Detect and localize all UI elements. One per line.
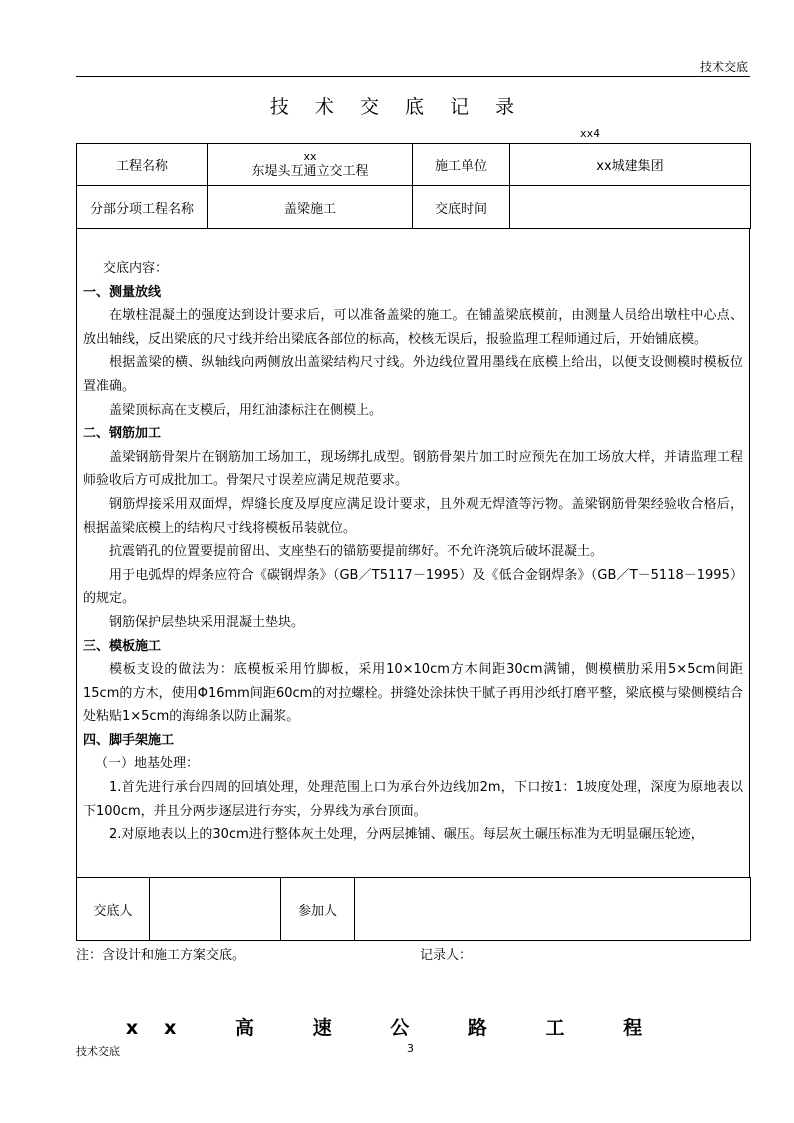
info-table [76,143,751,229]
date-label: 交底时间 [413,186,510,229]
section-4-paragraph: 2.对原地表以上的30cm进行整体灰土处理，分两层摊铺、碾压。每层灰土碾压标准为无明显碾压轮迹， [109,827,704,843]
header-doc-type: 技术交底 [699,60,748,74]
presenter-value [150,878,281,941]
presenter-label: 交底人 [77,878,150,941]
project-name-line2: 东堤头互通立交工程 [251,163,369,179]
page-number: 3 [407,1042,414,1055]
section-4-paragraph: 1.首先进行承台四周的回填处理，处理范围上口为承台外边线加2m，下口按1：1坡度处理，深度为原地表以下100cm，并且分两步逐层进行夯实，分界线为承台顶面。 [83,780,743,819]
page-title: 技 术 交 底 记 录 [269,96,525,118]
participant-value [355,878,751,941]
section-3-paragraph: 模板支设的做法为：底模板采用竹脚板，采用10×10cm方木间距30cm满铺，侧模横肋采用5×5cm间距15cm的方木，使用Φ16mm间距60cm的对拉螺栓。拼缝处涂抹快干腻子再用沙纸打磨平整，梁底模与梁侧模结合处粘贴1×5cm的海绵条以防止漏浆。 [83,662,743,725]
footer-doc-type: 技术交底 [76,1045,120,1058]
signature-table [76,877,751,941]
project-name-label: 工程名称 [77,144,208,186]
subproject-value: 盖梁施工 [208,186,413,229]
section-1-paragraph: 在墩柱混凝土的强度达到设计要求后，可以准备盖梁的施工。在铺盖梁底模前，由测量人员给出墩柱中心点、放出轴线，反出梁底的尺寸线并给出梁底各部位的标高，校核无误后，报验监理工程师通过后，开始铺底模。 [83,308,743,347]
participant-label: 参加人 [281,878,355,941]
section-1-paragraph: 盖梁顶标高在支模后，用红油漆标注在侧模上。 [109,402,383,418]
project-name-line1: xx [303,149,317,163]
section-1-paragraph: 根据盖梁的横、纵轴线向两侧放出盖梁结构尺寸线。外边线位置用墨线在底模上给出，以便支设侧模时模板位置准确。 [83,355,743,394]
section-2-paragraph: 盖梁钢筋骨架片在钢筋加工场加工，现场绑扎成型。钢筋骨架片加工时应预先在加工场放大样，并请监理工程师验收后方可成批加工。骨架尺寸误差应满足规范要求。 [83,449,743,489]
briefing-content [76,229,750,877]
contractor-value: xx城建集团 [510,144,751,186]
project-name-value [208,144,413,186]
section-2-paragraph: 钢筋焊接采用双面焊，焊缝长度及厚度应满足设计要求，且外观无焊渣等污物。盖梁钢筋骨架经验收合格后，根据盖梁底模上的结构尺寸线将模板吊装就位。 [83,496,743,536]
section-4-heading: 四、脚手架施工 [83,732,175,748]
contractor-label: 施工单位 [413,144,510,186]
section-2-paragraph: 用于电弧焊的焊条应符合《碳钢焊条》（GB／T5117－1995）及《低合金钢焊条》（GB／T－5118－1995）的规定。 [83,567,743,607]
section-2-heading: 二、钢筋加工 [83,426,162,442]
subproject-label: 分部分项工程名称 [77,186,208,229]
footnote: 注：含设计和施工方案交底。 [76,948,246,963]
footer-company-title: xx 高 速 公 路 工 程 [125,1017,669,1039]
section-4-subheading: （一）地基处理： [95,756,200,772]
header-divider [76,76,750,77]
content-intro: 交底内容： [103,261,169,276]
recorder-label: 记录人： [420,948,473,963]
section-2-paragraph: 抗震销孔的位置要提前留出、支座垫石的锚筋要提前绑好。不允许浇筑后破坏混凝土。 [109,544,604,560]
section-1-heading: 一、测量放线 [83,284,162,300]
date-value [510,186,751,229]
document-number: xx4 [580,127,600,140]
section-2-paragraph: 钢筋保护层垫块采用混凝土垫块。 [109,614,305,630]
section-3-heading: 三、模板施工 [83,638,162,654]
